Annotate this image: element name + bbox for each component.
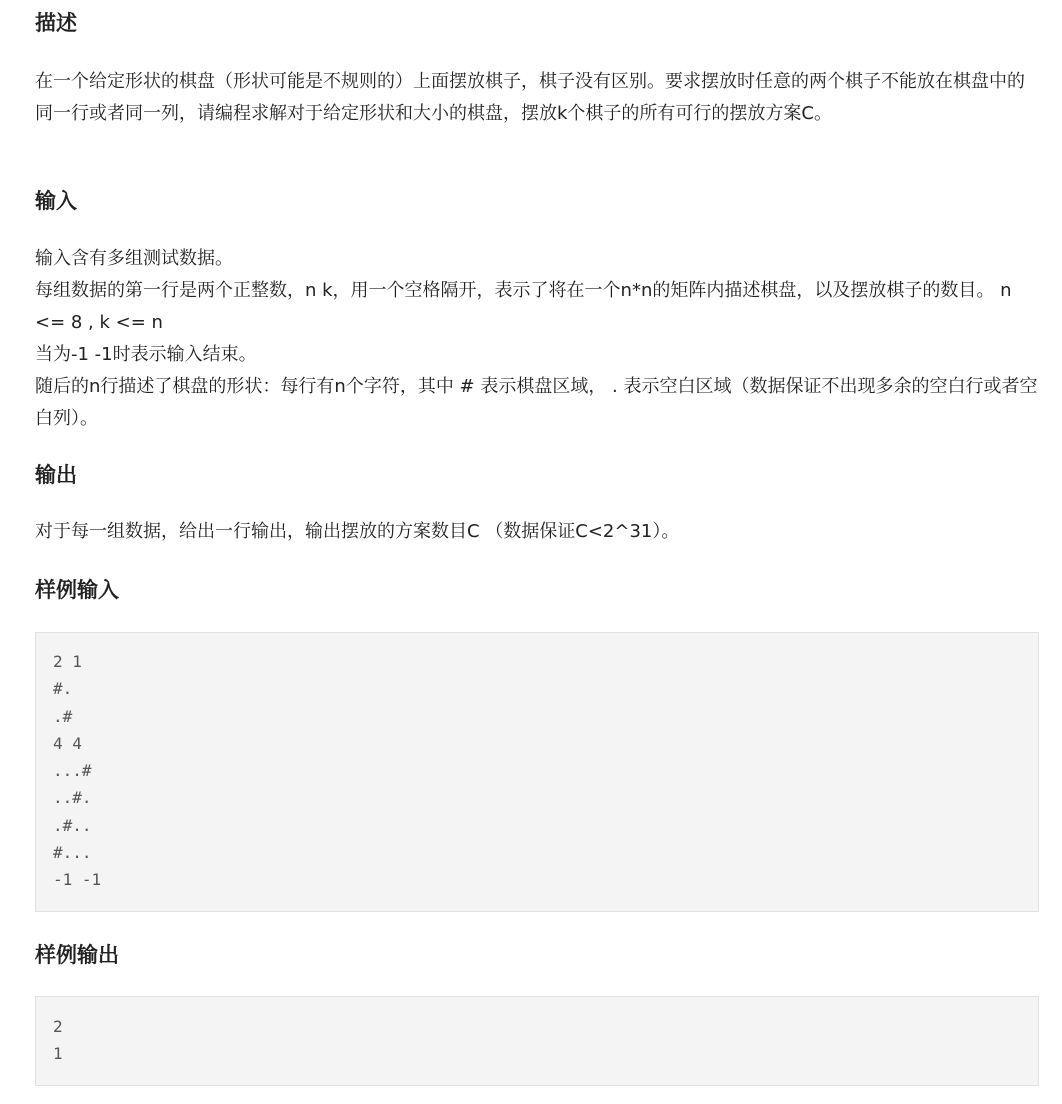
code-line: ...#: [53, 761, 92, 781]
sample-output-heading: 样例输出: [35, 943, 119, 967]
code-line: 4 4: [53, 733, 82, 753]
code-line: 2 1: [53, 652, 82, 671]
input-line: 随后的n行描述了棋盘的形状：每行有n个字符，其中 # 表示棋盘区域， . 表示空白区域（数据保证不出现多余的空白行或者空白列）。: [35, 376, 1038, 429]
sample-input-heading: 样例输入: [35, 578, 119, 602]
code-line: .#: [53, 706, 73, 726]
description-text: 在一个给定形状的棋盘（形状可能是不规则的）上面摆放棋子，棋子没有区别。要求摆放时任意的两个棋子不能放在棋盘中的同一行或者同一列，请编程求解对于给定形状和大小的棋盘，摆放k个棋子的所有可行的摆放方案C。: [35, 71, 1025, 124]
code-line: 2: [53, 1017, 63, 1036]
input-line: 输入含有多组测试数据。: [35, 248, 233, 269]
code-line: #...: [53, 843, 92, 863]
code-line: 1: [53, 1044, 63, 1064]
input-line: 当为-1 -1时表示输入结束。: [35, 344, 257, 365]
input-text: [35, 243, 1039, 435]
output-heading: 输出: [35, 463, 77, 487]
code-line: #.: [53, 679, 73, 699]
input-heading: 输入: [35, 189, 77, 213]
description-heading: 描述: [35, 11, 77, 35]
input-line: 每组数据的第一行是两个正整数，n k，用一个空格隔开，表示了将在一个n*n的矩阵内描述棋盘，以及摆放棋子的数目。 n <= 8 , k <= n: [35, 280, 1012, 333]
code-line: ..#.: [53, 788, 92, 808]
code-line: -1 -1: [53, 870, 102, 890]
code-line: .#..: [53, 815, 92, 835]
output-text: 对于每一组数据，给出一行输出，输出摆放的方案数目C （数据保证C<2^31）。: [35, 521, 680, 542]
sample-output-block: [35, 996, 1039, 1086]
sample-input-block: [35, 632, 1039, 912]
